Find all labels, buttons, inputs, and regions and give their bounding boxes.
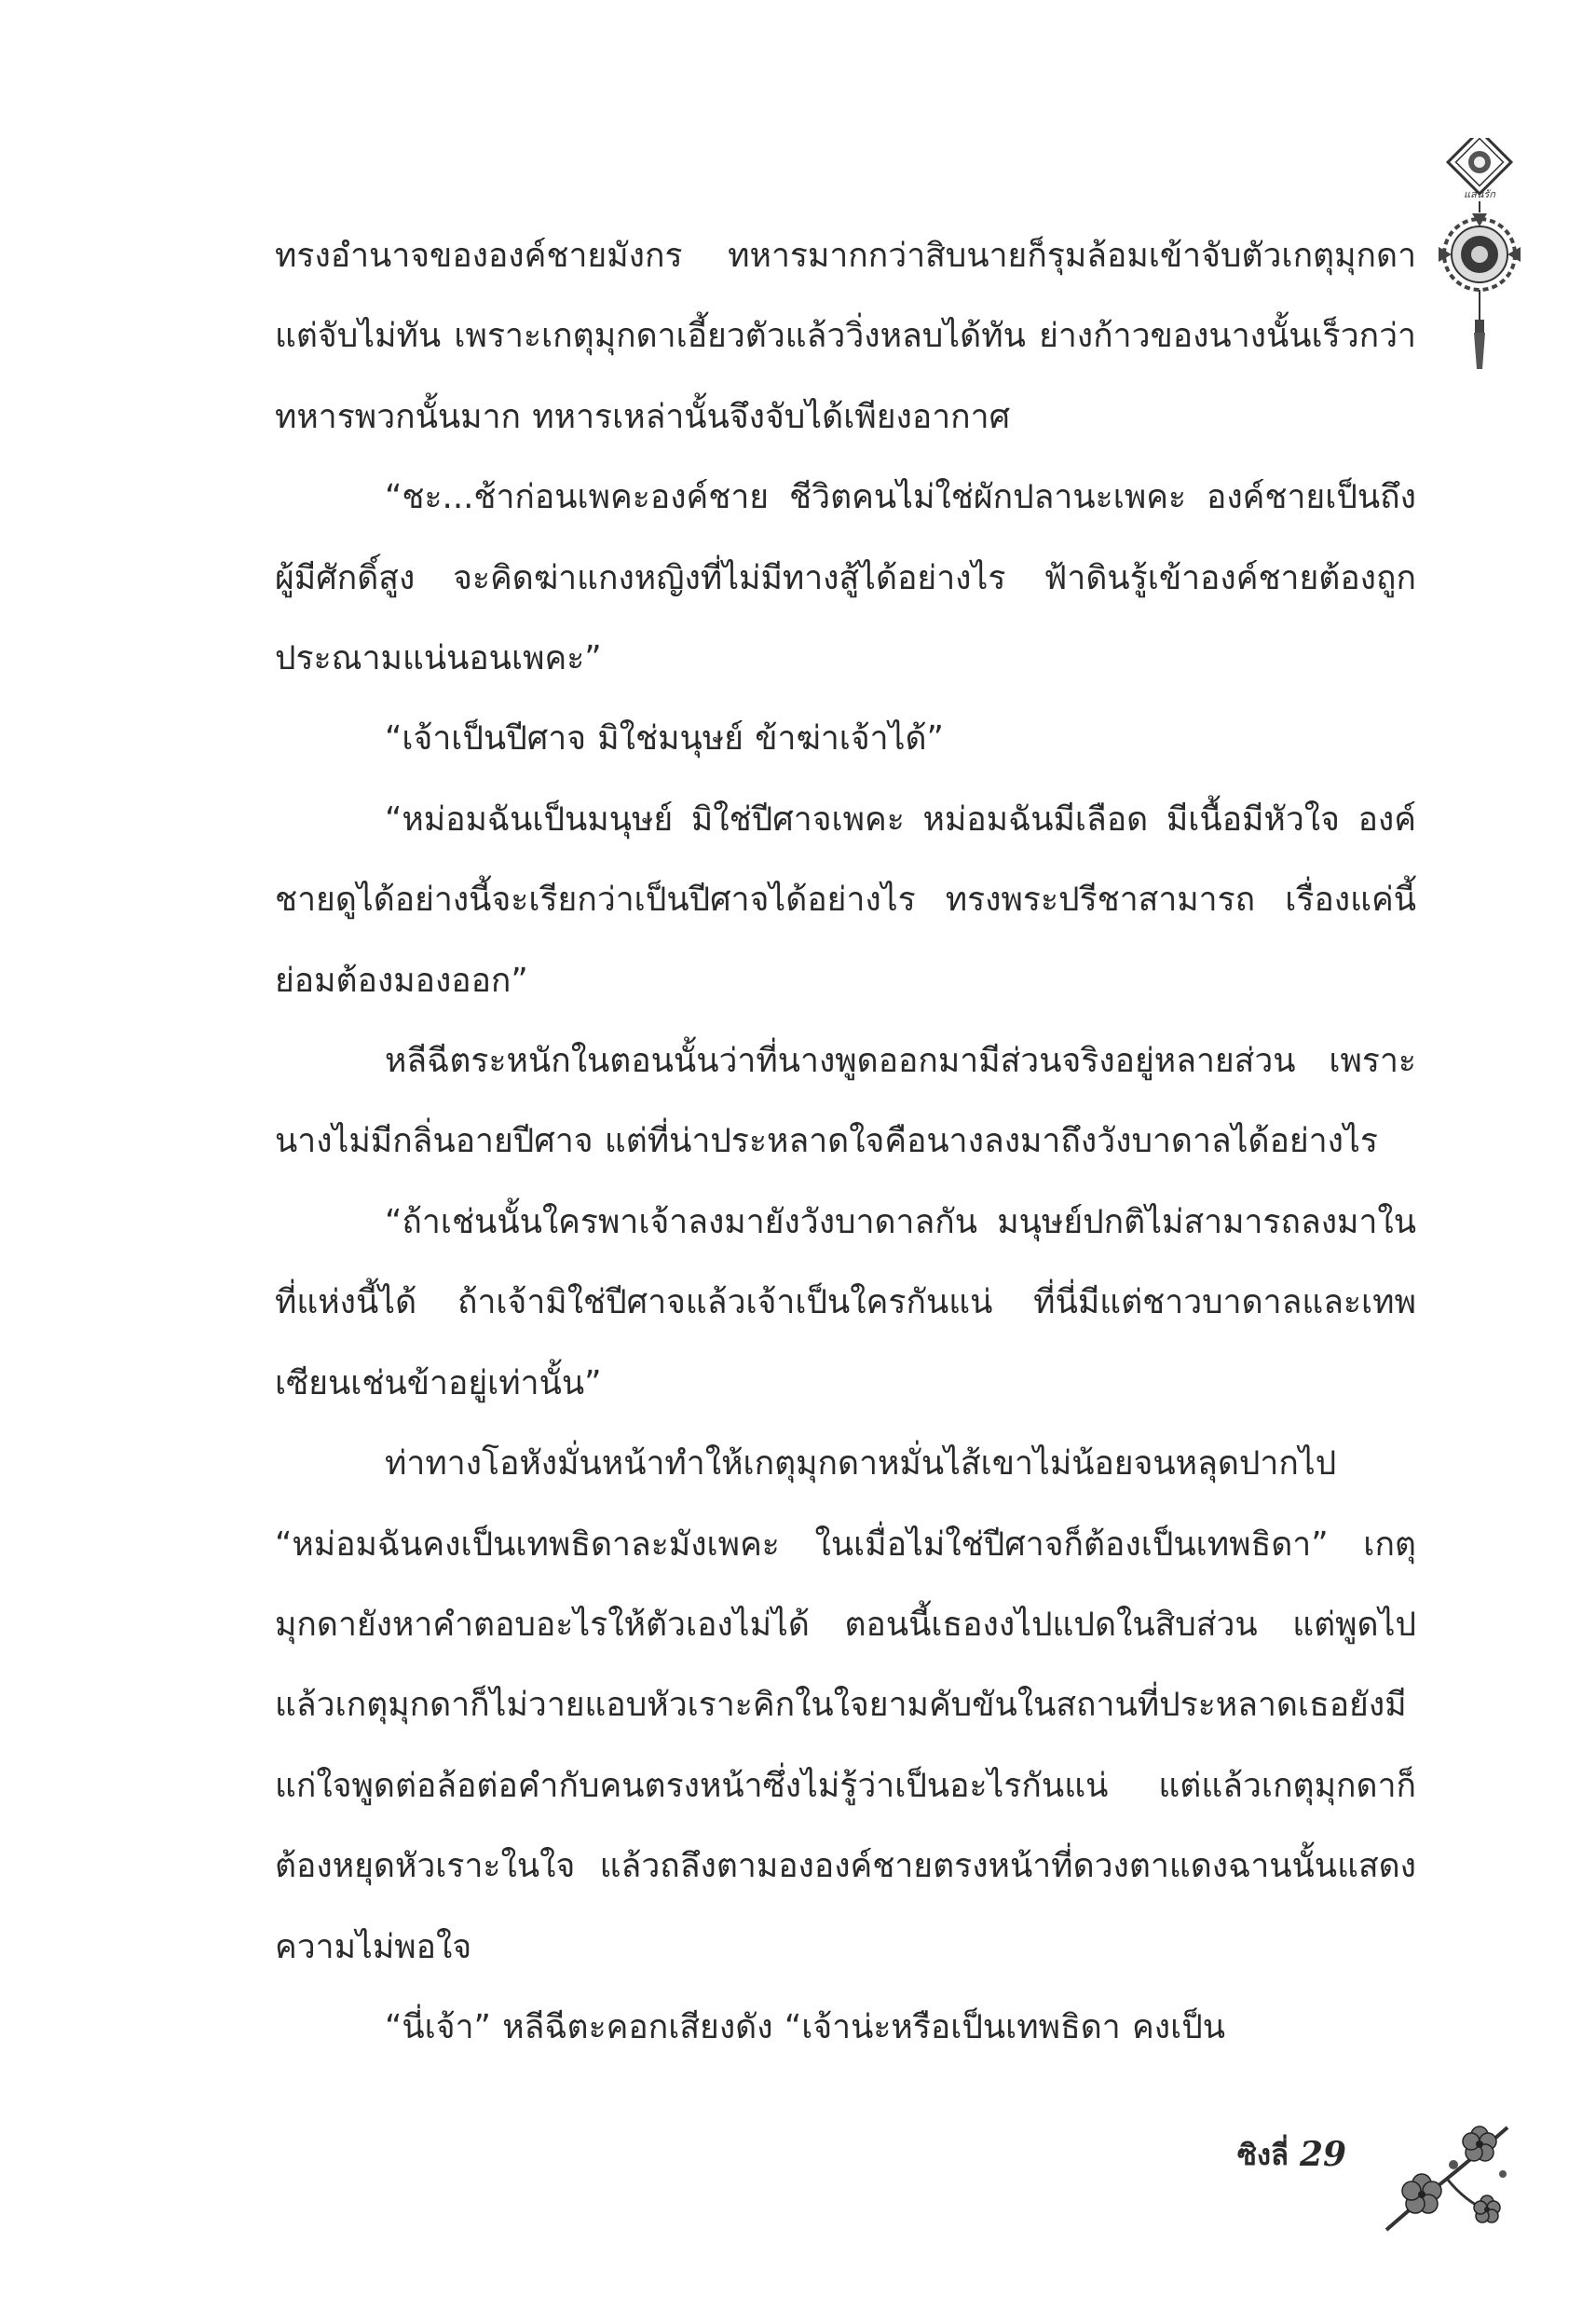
ornament-label: แสนรัก [1464,188,1495,200]
paragraph-1: ทรงอำนาจขององค์ชายมังกร ทหารมากกว่าสิบนายก็รุมล้อมเข้าจับตัวเกตุมุกดา แต่จับไม่ทัน เพราะเกตุมุกดาเอี้ยวตัวแล้ววิ่งหลบได้ทัน ย่างก้าวของนางนั้นเร็วกว่าทหารพวกนั้นมาก ทหารเหล่านั้นจึงจับได้เพียงอากาศ [275,237,1416,436]
paragraph-8: “นี่เจ้า” หลีฉีตะคอกเสียงดัง “เจ้าน่ะหรือเป็นเทพธิดา คงเป็น [385,2007,1226,2046]
paragraph-2: “ชะ...ช้าก่อนเพคะองค์ชาย ชีวิตคนไม่ใช่ผักปลานะเพคะ องค์ชายเป็นถึงผู้มีศักดิ์สูง จะคิดฆ่าแกงหญิงที่ไม่มีทางสู้ได้อย่างไร ฟ้าดินรู้เข้าองค์ชายต้องถูกประณามแน่นอนเพคะ” [275,478,1416,678]
paragraph-6: “ถ้าเช่นนั้นใครพาเจ้าลงมายังวังบาดาลกัน มนุษย์ปกติไม่สามารถลงมาในที่แห่งนี้ได้ ถ้าเจ้ามิใช่ปีศาจแล้วเจ้าเป็นใครกันแน่ ที่นี่มีแต่ชาวบาดาลและเทพเซียนเช่นข้าอยู่เท่านั้น” [275,1202,1416,1402]
page-number: 29 [1300,2135,1347,2174]
paragraph-3: “เจ้าเป็นปีศาจ มิใช่มนุษย์ ข้าฆ่าเจ้าได้” [385,719,944,759]
lotus-medallion-icon [1429,138,1532,380]
paragraph-4: “หม่อมฉันเป็นมนุษย์ มิใช่ปีศาจเพคะ หม่อมฉันมีเลือด มีเนื้อมีหัวใจ องค์ชายดูได้อย่างนี้จะเรียกว่าเป็นปีศาจได้อย่างไร ทรงพระปรีชาสามารถ เรื่องแค่นี้ย่อมต้องมองออก” [275,800,1416,1000]
paragraph-5: หลีฉีตระหนักในตอนนั้นว่าที่นางพูดออกมามีส่วนจริงอยู่หลายส่วน เพราะนางไม่มีกลิ่นอายปีศาจ แต่ที่น่าประหลาดใจคือนางลงมาถึงวังบาดาลได้อย่างไร [275,1042,1416,1161]
running-title: ซิงลี่ [1236,2139,1289,2172]
paragraph-7: ท่าทางโอหังมั่นหน้าทำให้เกตุมุกดาหมั่นไส้เขาไม่น้อยจนหลุดปากไป “หม่อมฉันคงเป็นเทพธิดาละมังเพคะ ในเมื่อไม่ใช่ปีศาจก็ต้องเป็นเทพธิดา” เกตุมุกดายังหาคำตอบอะไรให้ตัวเองไม่ได้ ตอนนี้เธองงไปแปดในสิบส่วน แต่พูดไปแล้วเกตุมุกดาก็ไม่วายแอบหัวเราะคิกในใจยามคับขันในสถานที่ประหลาดเธอยังมีแก่ใจพูดต่อล้อต่อคำกับคนตรงหน้าซึ่งไม่รู้ว่าเป็นอะไรกันแน่ แต่แล้วเกตุมุกดาก็ต้องหยุดหัวเราะในใจ แล้วถลึงตามององค์ชายตรงหน้าที่ดวงตาแดงฉานนั้นแสดงความไม่พอใจ [275,1444,1416,1966]
body-text [275,216,1416,2068]
plum-blossom-icon [1377,2109,1517,2249]
